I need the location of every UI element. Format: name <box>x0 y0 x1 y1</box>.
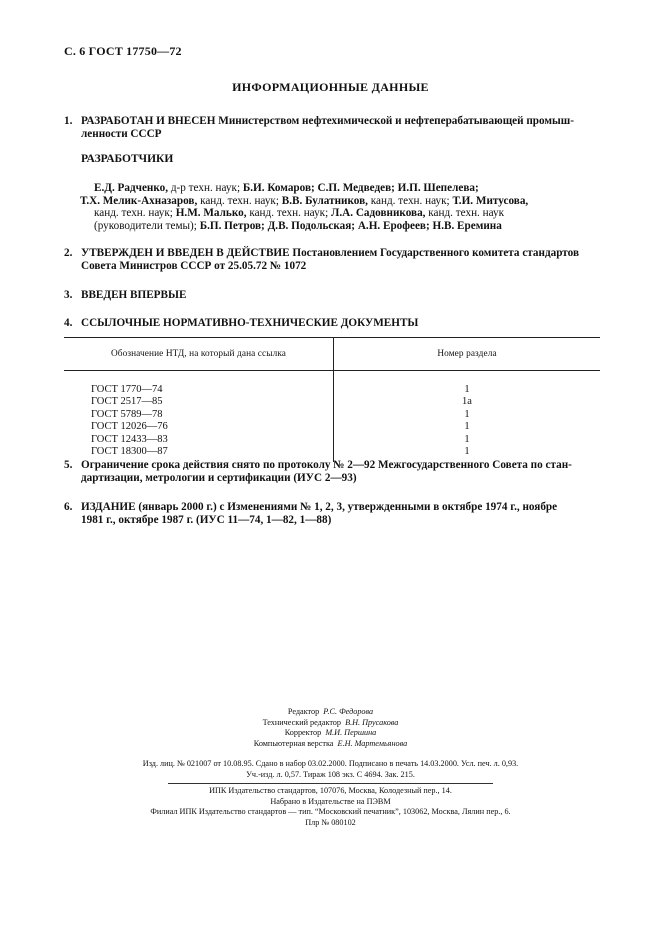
credit-line <box>0 718 661 729</box>
table-cell-document: ГОСТ 12026—76 <box>64 421 334 433</box>
table-cell-document: ГОСТ 5789—78 <box>64 409 334 421</box>
table-row <box>64 396 600 408</box>
item-6 <box>64 501 604 526</box>
table-cell-section: 1 <box>464 433 470 445</box>
table-cell-section: 1 <box>464 446 470 458</box>
item-1-line-1: РАЗРАБОТАН И ВНЕСЕН Министерством нефтехимической и нефтеперабатывающей промыш- <box>81 115 574 127</box>
credit-name: М.И. Першина <box>325 728 377 738</box>
developer-title: канд. техн. наук; <box>197 194 282 207</box>
publishing-info <box>0 759 661 780</box>
table-cell-section: 1 <box>464 408 470 420</box>
item-2-line-2: Совета Министров СССР от 25.05.72 № 1072 <box>81 259 307 272</box>
item-2 <box>64 247 604 272</box>
footer-line-3: Филиал ИПК Издательство стандартов — тип. “Московский печатник”, 103062, Москва, Лялин пер., 6. <box>150 807 511 817</box>
developer-name: С.П. Медведев; <box>317 182 395 194</box>
credit-role: Корректор <box>284 728 322 738</box>
page-header: С. 6 ГОСТ 17750—72 <box>64 44 182 58</box>
credit-role: Редактор <box>287 707 320 716</box>
footer-line-1: ИПК Издательство стандартов, 107076, Москва, Колодезный пер., 14. <box>209 786 452 795</box>
footer-line-2: Набрано в Издательстве на ПЭВМ <box>270 796 391 806</box>
table-row <box>64 421 600 433</box>
developer-name: И.П. Шепелева; <box>397 182 479 194</box>
developer-name: Н.В. Еремина <box>432 219 502 232</box>
item-1-line-2: ленности СССР <box>81 127 162 140</box>
credit-role: Компьютерная верстка <box>253 738 334 748</box>
developer-name: Е.Д. Радченко, <box>94 182 169 194</box>
developer-title: д-р техн. наук; <box>168 182 243 194</box>
item-2-line-1: УТВЕРЖДЕН И ВВЕДЕН В ДЕЙСТВИЕ Постановлением Государственного комитета стандартов <box>81 247 579 259</box>
item-3 <box>64 289 604 302</box>
table-cell-section: 1а <box>462 396 472 408</box>
developer-name: Т.И. Митусова, <box>452 194 529 207</box>
credit-name: Е.Н. Мартемьянова <box>337 738 408 748</box>
credit-line <box>0 739 661 750</box>
developer-name: Л.А. Садовникова, <box>331 207 426 219</box>
item-2-number: 2. <box>64 247 73 259</box>
item-4 <box>64 317 604 330</box>
developers-line-4 <box>94 220 604 233</box>
developer-title: (руководители темы); <box>94 219 200 232</box>
item-6-line-1: ИЗДАНИЕ (январь 2000 г.) с Изменениями № 1, 2, 3, утвержденными в октябре 1974 г., ноябре <box>81 501 558 513</box>
item-5-number: 5. <box>64 459 73 471</box>
developer-name: В.В. Булатников, <box>281 194 368 207</box>
item-4-number: 4. <box>64 317 73 329</box>
publishing-line-1: Изд. лиц. № 021007 от 10.08.95. Сдано в набор 03.02.2000. Подписано в печать 14.03.2000. Усл. печ. л. 0,93. <box>142 759 519 768</box>
item-6-line-2: 1981 г., октябре 1987 г. (ИУС 11—74, 1—82, 1—88) <box>81 513 332 526</box>
item-6-number: 6. <box>64 501 73 513</box>
developer-name: Н.М. Малько, <box>175 207 247 219</box>
table-row <box>64 409 600 421</box>
table-row <box>64 371 600 397</box>
table-cell-section: 1 <box>464 384 470 395</box>
table-header-document: Обозначение НТД, на который дана ссылка <box>64 338 334 371</box>
developer-name: Б.И. Комаров; <box>242 182 315 194</box>
developers-line-2 <box>80 195 604 208</box>
item-3-number: 3. <box>64 289 73 301</box>
credit-line <box>0 707 661 718</box>
reference-documents-table <box>64 337 600 462</box>
developer-title: канд. техн. наук; <box>246 207 332 219</box>
credits-block <box>0 707 661 749</box>
table-row <box>64 434 600 446</box>
developers-line-3 <box>94 207 604 220</box>
table-header-row <box>64 338 600 371</box>
developer-title: канд. техн. наук; <box>367 194 453 207</box>
item-1-number: 1. <box>64 115 73 127</box>
item-5 <box>64 459 604 484</box>
item-4-text: ССЫЛОЧНЫЕ НОРМАТИВНО-ТЕХНИЧЕСКИЕ ДОКУМЕНТЫ <box>81 317 419 329</box>
footer-divider <box>168 783 493 784</box>
item-1 <box>64 115 604 140</box>
table-cell-document: ГОСТ 12433—83 <box>64 434 334 446</box>
item-3-text: ВВЕДЕН ВПЕРВЫЕ <box>81 289 187 301</box>
page-title: ИНФОРМАЦИОННЫЕ ДАННЫЕ <box>232 80 429 94</box>
credit-role: Технический редактор <box>262 717 341 727</box>
developer-title: канд. техн. наук; <box>94 207 176 219</box>
footer-block <box>0 786 661 828</box>
developer-name: А.Н. Ерофеев; <box>357 219 430 232</box>
item-5-line-2: дартизации, метрологии и сертификации (ИУС 2—93) <box>81 471 357 484</box>
developers-line-1 <box>94 182 604 195</box>
table-cell-section: 1 <box>464 421 470 433</box>
developers-heading: РАЗРАБОТЧИКИ <box>81 153 174 165</box>
developer-name: Б.П. Петров; <box>199 219 265 232</box>
developer-name: Д.В. Подольская; <box>267 219 356 232</box>
developer-name: Т.Х. Мелик-Ахназаров, <box>80 194 198 207</box>
footer-line-4: Плр № 080102 <box>305 817 356 827</box>
table-cell-document: ГОСТ 1770—74 <box>64 371 334 397</box>
table-cell-document: ГОСТ 18300—87 <box>64 446 334 462</box>
publishing-line-2: Уч.-изд. л. 0,57. Тираж 108 экз. С 4694. Зак. 215. <box>246 769 415 779</box>
table-cell-document: ГОСТ 2517—85 <box>64 396 334 408</box>
item-5-line-1: Ограничение срока действия снято по протоколу № 2—92 Межгосударственного Совета по стан- <box>81 459 572 471</box>
credit-name: Р.С. Федорова <box>323 707 374 716</box>
developers-list <box>80 182 604 232</box>
credit-line <box>0 728 661 739</box>
developer-title: канд. техн. наук <box>425 207 505 219</box>
credit-name: В.Н. Прусакова <box>345 717 399 727</box>
table-header-section: Номер раздела <box>334 338 601 371</box>
